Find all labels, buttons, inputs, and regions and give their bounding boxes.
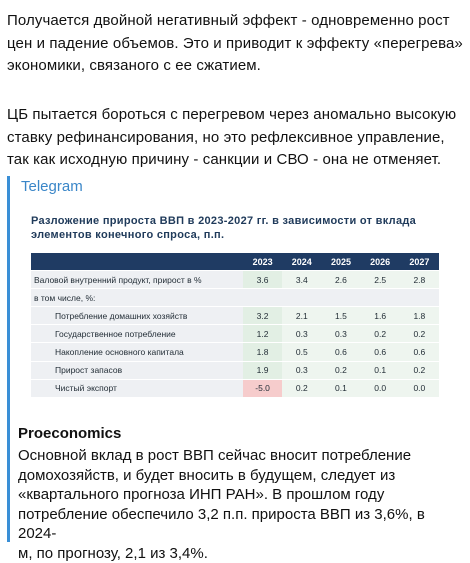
table-cell: 0.3 <box>282 325 321 343</box>
table-cell <box>400 289 439 307</box>
table-cell: 1.8 <box>243 343 282 361</box>
table-title: Разложение прироста ВВП в 2023-2027 гг. в зависимости от вклада элементов конечного спроса, п.п. <box>31 215 417 241</box>
table-cell: 2.1 <box>282 307 321 325</box>
table-cell: 0.0 <box>400 379 439 397</box>
table-cell: 0.2 <box>400 361 439 379</box>
table-cell: 0.1 <box>321 379 360 397</box>
row-label: в том числе, %: <box>31 289 243 307</box>
table-cell <box>282 289 321 307</box>
table-cell: 0.3 <box>321 325 360 343</box>
table-cell: 3.4 <box>282 271 321 289</box>
preview-title: Proeconomics <box>18 425 122 442</box>
preview-source[interactable]: Telegram <box>21 178 83 195</box>
table-row <box>31 379 439 397</box>
table-row <box>31 289 439 307</box>
table-cell: 0.6 <box>361 343 400 361</box>
table-row <box>31 271 439 289</box>
table-header-cell: 2024 <box>282 253 321 271</box>
message-paragraph: ЦБ пытается бороться с перегревом через аномально высокую ставку рефинансирования, но это рефлексивное управление, так как исходную причину - санкции и СВО - она не отменяет. <box>7 106 457 168</box>
row-label: Валовой внутренний продукт, прирост в % <box>31 271 243 289</box>
table-cell: 0.2 <box>361 325 400 343</box>
table-cell: 2.5 <box>361 271 400 289</box>
table-cell: 0.2 <box>321 361 360 379</box>
row-label: Прирост запасов <box>31 361 243 379</box>
table-cell <box>321 289 360 307</box>
table-header-cell: 2027 <box>400 253 439 271</box>
table-cell: 0.1 <box>361 361 400 379</box>
table-cell <box>243 289 282 307</box>
row-label: Потребление домашних хозяйств <box>31 307 243 325</box>
table-header-row <box>31 253 439 271</box>
table-cell: 1.8 <box>400 307 439 325</box>
table-cell: 0.5 <box>282 343 321 361</box>
table-header-cell: 2023 <box>243 253 282 271</box>
table-cell: 0.2 <box>400 325 439 343</box>
table-cell: 0.6 <box>400 343 439 361</box>
message-paragraph: Получается двойной негативный эффект - одновременно рост цен и падение объемов. Это и приводит к эффекту «перегрева» экономики, связаного с ее сжатием. <box>7 12 463 74</box>
table-cell: -5.0 <box>243 379 282 397</box>
preview-description: Основной вклад в рост ВВП сейчас вносит потребление домохозяйств, и будет вносить в будущем, следует из «квартального прогноза ИНП РАН». В прошлом году потребление обеспечило 3,2 п.п. прироста ВВП из 3,6%, в 2024- м, по прогнозу, 2,1 из 3,4%. <box>18 447 425 562</box>
preview-image[interactable] <box>26 213 442 394</box>
table-cell: 3.2 <box>243 307 282 325</box>
table-row <box>31 307 439 325</box>
table-cell: 0.0 <box>361 379 400 397</box>
table-cell: 1.5 <box>321 307 360 325</box>
gdp-table <box>31 253 439 398</box>
row-label: Чистый экспорт <box>31 379 243 397</box>
table-header-cell: 2026 <box>361 253 400 271</box>
table-cell <box>361 289 400 307</box>
table-row <box>31 361 439 379</box>
table-cell: 2.6 <box>321 271 360 289</box>
table-cell: 2.8 <box>400 271 439 289</box>
table-cell: 3.6 <box>243 271 282 289</box>
table-header-cell: 2025 <box>321 253 360 271</box>
table-cell: 1.6 <box>361 307 400 325</box>
table-cell: 0.2 <box>282 379 321 397</box>
table-cell: 1.2 <box>243 325 282 343</box>
table-cell: 0.3 <box>282 361 321 379</box>
table-row <box>31 343 439 361</box>
row-label: Накопление основного капитала <box>31 343 243 361</box>
table-cell: 1.9 <box>243 361 282 379</box>
row-label: Государственное потребление <box>31 325 243 343</box>
table-row <box>31 325 439 343</box>
table-header-cell: п <box>31 253 243 271</box>
table-cell: 0.6 <box>321 343 360 361</box>
